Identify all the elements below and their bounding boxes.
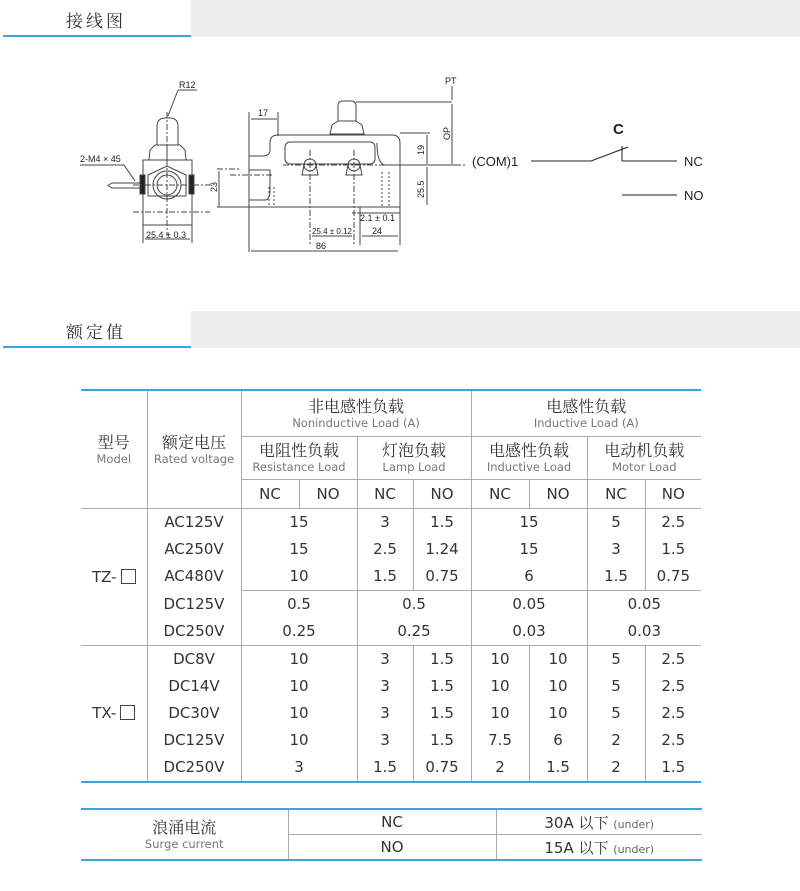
dim-25-4: 25.4 ± 0.12 [312, 227, 352, 236]
voltage-cell: DC125V [147, 727, 241, 754]
voltage-cell: AC125V [147, 508, 241, 536]
header-resistance: 电阻性负载 Resistance Load [241, 436, 357, 479]
header-no: NO [529, 479, 587, 508]
value-cell: 0.03 [471, 618, 587, 646]
value-cell: 3 [357, 508, 413, 536]
value-cell: 10 [529, 645, 587, 673]
section-bar [191, 311, 800, 348]
value-cell: 0.5 [357, 590, 471, 618]
value-cell: 15 [241, 508, 357, 536]
model-tz: TZ- [81, 508, 147, 645]
header-model: 型号 Model [81, 390, 147, 508]
value-cell: 10 [241, 645, 357, 673]
blank-box-icon [120, 705, 135, 720]
header-nc: NC [587, 479, 645, 508]
value-cell: 0.25 [241, 618, 357, 646]
value-cell: 3 [357, 727, 413, 754]
rating-table [81, 389, 701, 783]
value-cell: 1.5 [357, 754, 413, 782]
header-noninductive: 非电感性负载 Noninductive Load (A) [241, 390, 471, 436]
circuit-nc-label: NC [684, 154, 703, 169]
value-cell: 7.5 [471, 727, 529, 754]
voltage-cell: DC30V [147, 700, 241, 727]
section-title: 接线图 [66, 12, 126, 32]
value-cell: 1.5 [413, 700, 471, 727]
model-tx: TX- [81, 645, 147, 782]
voltage-cell: DC250V [147, 618, 241, 646]
surge-type: NC [288, 809, 496, 835]
value-cell: 2 [587, 754, 645, 782]
value-cell: 10 [471, 673, 529, 700]
dim-screw: 2-M4 × 45 [80, 154, 121, 164]
value-cell: 10 [471, 700, 529, 727]
surge-label: 浪涌电流 Surge current [81, 809, 288, 860]
value-cell: 0.25 [357, 618, 471, 646]
header-nc: NC [357, 479, 413, 508]
table-row [81, 727, 701, 754]
value-cell: 0.05 [587, 590, 701, 618]
value-cell: 5 [587, 645, 645, 673]
table-row [81, 590, 701, 618]
value-cell: 10 [529, 673, 587, 700]
value-cell: 0.75 [413, 563, 471, 591]
section-bar [191, 0, 800, 37]
dim-op: OP [442, 126, 452, 140]
value-cell: 0.5 [241, 590, 357, 618]
value-cell: 0.05 [471, 590, 587, 618]
value-cell: 0.75 [413, 754, 471, 782]
value-cell: 2.5 [645, 727, 701, 754]
voltage-cell: DC14V [147, 673, 241, 700]
value-cell: 10 [471, 645, 529, 673]
header-motor: 电动机负载 Motor Load [587, 436, 701, 479]
value-cell: 15 [471, 508, 587, 536]
dim-86: 86 [316, 241, 327, 251]
table-row [81, 645, 701, 673]
value-cell: 2.5 [645, 700, 701, 727]
voltage-cell: DC250V [147, 754, 241, 782]
value-cell: 10 [241, 700, 357, 727]
value-cell: 1.5 [413, 727, 471, 754]
wiring-diagram [0, 60, 800, 260]
circuit-c-label: C [613, 121, 624, 138]
header-inductive-load: 电感性负载 Inductive Load [471, 436, 587, 479]
value-cell: 2 [587, 727, 645, 754]
surge-value: 30A 以下 (under) [496, 809, 702, 835]
surge-type: NO [288, 835, 496, 861]
header-no: NO [299, 479, 357, 508]
dim-front-width: 25.4 ± 0.3 [146, 230, 186, 240]
value-cell: 3 [241, 754, 357, 782]
voltage-cell: AC480V [147, 563, 241, 591]
table-row [81, 700, 701, 727]
value-cell: 1.5 [587, 563, 645, 591]
header-no: NO [413, 479, 471, 508]
value-cell: 1.5 [413, 673, 471, 700]
value-cell: 2.5 [357, 536, 413, 563]
table-row [81, 508, 701, 536]
section-title: 额定值 [66, 323, 126, 343]
value-cell: 2.5 [645, 673, 701, 700]
value-cell: 1.5 [413, 645, 471, 673]
value-cell: 15 [471, 536, 587, 563]
dim-2-1: 2.1 ± 0.1 [360, 213, 395, 223]
value-cell: 10 [241, 727, 357, 754]
blank-box-icon [121, 569, 136, 584]
table-row [81, 673, 701, 700]
value-cell: 1.24 [413, 536, 471, 563]
value-cell: 6 [529, 727, 587, 754]
value-cell: 5 [587, 673, 645, 700]
value-cell: 3 [357, 700, 413, 727]
dim-24: 24 [372, 226, 383, 236]
value-cell: 0.75 [645, 563, 701, 591]
table-row [81, 536, 701, 563]
section-header-rating [0, 311, 800, 348]
value-cell: 6 [471, 563, 587, 591]
surge-value: 15A 以下 (under) [496, 835, 702, 861]
value-cell: 3 [357, 645, 413, 673]
dim-pt: PT [445, 76, 457, 86]
table-row [81, 563, 701, 591]
value-cell: 2.5 [645, 645, 701, 673]
table-row [81, 809, 702, 835]
dim-17: 17 [258, 108, 269, 118]
header-no: NO [645, 479, 701, 508]
value-cell: 10 [241, 563, 357, 591]
table-row [81, 618, 701, 646]
voltage-cell: DC8V [147, 645, 241, 673]
dim-r12: R12 [179, 80, 196, 90]
dim-25-5: 25.5 [416, 180, 426, 198]
value-cell: 1.5 [529, 754, 587, 782]
value-cell: 3 [357, 673, 413, 700]
value-cell: 1.5 [645, 754, 701, 782]
header-inductive: 电感性负载 Inductive Load (A) [471, 390, 701, 436]
section-tab [3, 311, 191, 348]
value-cell: 0.03 [587, 618, 701, 646]
value-cell: 5 [587, 700, 645, 727]
dim-19: 19 [416, 144, 426, 155]
value-cell: 5 [587, 508, 645, 536]
dim-front-height: 23 [209, 181, 219, 192]
value-cell: 3 [587, 536, 645, 563]
circuit-no-label: NO [684, 188, 704, 203]
section-header-wiring [0, 0, 800, 37]
circuit-com-label: (COM)1 [472, 154, 519, 169]
surge-table [81, 808, 702, 861]
value-cell: 1.5 [645, 536, 701, 563]
value-cell: 10 [241, 673, 357, 700]
section-tab [3, 0, 191, 37]
value-cell: 15 [241, 536, 357, 563]
table-row [81, 754, 701, 782]
header-nc: NC [241, 479, 299, 508]
value-cell: 2.5 [645, 508, 701, 536]
circuit-diagram [531, 146, 677, 195]
value-cell: 2 [471, 754, 529, 782]
header-lamp: 灯泡负载 Lamp Load [357, 436, 471, 479]
value-cell: 1.5 [413, 508, 471, 536]
voltage-cell: DC125V [147, 590, 241, 618]
front-view [80, 90, 240, 243]
voltage-cell: AC250V [147, 536, 241, 563]
value-cell: 10 [529, 700, 587, 727]
value-cell: 1.5 [357, 563, 413, 591]
header-voltage: 额定电压 Rated voltage [147, 390, 241, 508]
header-nc: NC [471, 479, 529, 508]
